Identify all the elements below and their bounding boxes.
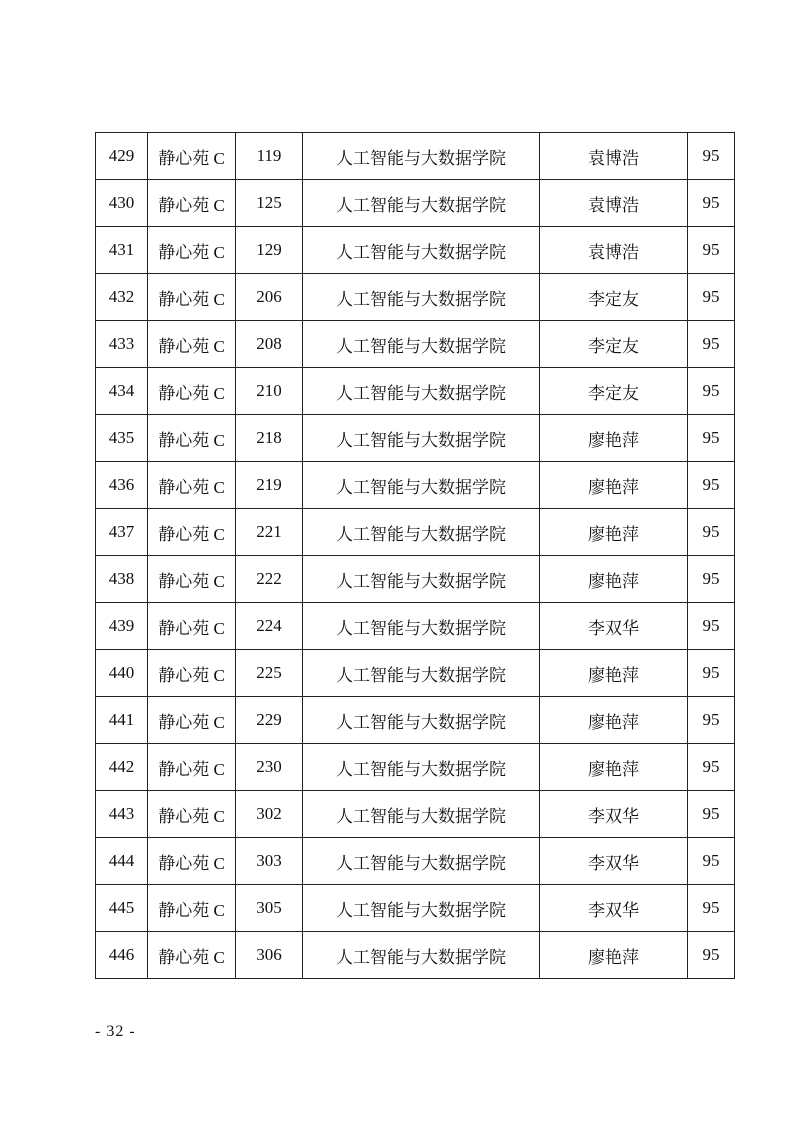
- row-number-cell: 441: [96, 697, 148, 744]
- person-in-charge-cell: 李双华: [540, 885, 688, 932]
- row-number-cell: 438: [96, 556, 148, 603]
- building-cell: 静心苑 C: [148, 932, 236, 979]
- college-cell: 人工智能与大数据学院: [303, 556, 540, 603]
- college-cell: 人工智能与大数据学院: [303, 885, 540, 932]
- person-in-charge-cell: 袁博浩: [540, 227, 688, 274]
- score-cell: 95: [688, 603, 735, 650]
- table-row: [96, 838, 735, 885]
- score-cell: 95: [688, 368, 735, 415]
- college-cell: 人工智能与大数据学院: [303, 133, 540, 180]
- dormitory-score-table: [95, 132, 735, 979]
- room-number-cell: 129: [236, 227, 303, 274]
- building-cell: 静心苑 C: [148, 133, 236, 180]
- table-row: [96, 227, 735, 274]
- table-row: [96, 697, 735, 744]
- college-cell: 人工智能与大数据学院: [303, 462, 540, 509]
- row-number-cell: 442: [96, 744, 148, 791]
- college-cell: 人工智能与大数据学院: [303, 697, 540, 744]
- person-in-charge-cell: 李双华: [540, 603, 688, 650]
- person-in-charge-cell: 李定友: [540, 368, 688, 415]
- college-cell: 人工智能与大数据学院: [303, 227, 540, 274]
- person-in-charge-cell: 廖艳萍: [540, 744, 688, 791]
- row-number-cell: 434: [96, 368, 148, 415]
- room-number-cell: 230: [236, 744, 303, 791]
- row-number-cell: 437: [96, 509, 148, 556]
- building-cell: 静心苑 C: [148, 603, 236, 650]
- building-cell: 静心苑 C: [148, 227, 236, 274]
- score-cell: 95: [688, 227, 735, 274]
- score-cell: 95: [688, 180, 735, 227]
- building-cell: 静心苑 C: [148, 885, 236, 932]
- person-in-charge-cell: 廖艳萍: [540, 509, 688, 556]
- person-in-charge-cell: 李双华: [540, 791, 688, 838]
- table-row: [96, 885, 735, 932]
- score-cell: 95: [688, 556, 735, 603]
- building-cell: 静心苑 C: [148, 556, 236, 603]
- room-number-cell: 302: [236, 791, 303, 838]
- score-cell: 95: [688, 321, 735, 368]
- college-cell: 人工智能与大数据学院: [303, 838, 540, 885]
- score-cell: 95: [688, 791, 735, 838]
- room-number-cell: 303: [236, 838, 303, 885]
- building-cell: 静心苑 C: [148, 321, 236, 368]
- building-cell: 静心苑 C: [148, 744, 236, 791]
- college-cell: 人工智能与大数据学院: [303, 274, 540, 321]
- row-number-cell: 435: [96, 415, 148, 462]
- building-cell: 静心苑 C: [148, 650, 236, 697]
- building-cell: 静心苑 C: [148, 415, 236, 462]
- table-row: [96, 932, 735, 979]
- building-cell: 静心苑 C: [148, 697, 236, 744]
- table-row: [96, 509, 735, 556]
- score-cell: 95: [688, 650, 735, 697]
- room-number-cell: 206: [236, 274, 303, 321]
- person-in-charge-cell: 廖艳萍: [540, 650, 688, 697]
- score-cell: 95: [688, 838, 735, 885]
- person-in-charge-cell: 廖艳萍: [540, 697, 688, 744]
- person-in-charge-cell: 李双华: [540, 838, 688, 885]
- college-cell: 人工智能与大数据学院: [303, 932, 540, 979]
- room-number-cell: 119: [236, 133, 303, 180]
- row-number-cell: 443: [96, 791, 148, 838]
- row-number-cell: 445: [96, 885, 148, 932]
- table-row: [96, 368, 735, 415]
- room-number-cell: 208: [236, 321, 303, 368]
- score-cell: 95: [688, 462, 735, 509]
- score-cell: 95: [688, 697, 735, 744]
- person-in-charge-cell: 廖艳萍: [540, 932, 688, 979]
- person-in-charge-cell: 廖艳萍: [540, 462, 688, 509]
- building-cell: 静心苑 C: [148, 838, 236, 885]
- score-cell: 95: [688, 509, 735, 556]
- table-row: [96, 133, 735, 180]
- room-number-cell: 224: [236, 603, 303, 650]
- row-number-cell: 429: [96, 133, 148, 180]
- building-cell: 静心苑 C: [148, 509, 236, 556]
- person-in-charge-cell: 廖艳萍: [540, 415, 688, 462]
- room-number-cell: 229: [236, 697, 303, 744]
- score-cell: 95: [688, 932, 735, 979]
- building-cell: 静心苑 C: [148, 462, 236, 509]
- table-row: [96, 180, 735, 227]
- table-row: [96, 556, 735, 603]
- table-row: [96, 744, 735, 791]
- college-cell: 人工智能与大数据学院: [303, 744, 540, 791]
- college-cell: 人工智能与大数据学院: [303, 415, 540, 462]
- row-number-cell: 439: [96, 603, 148, 650]
- row-number-cell: 436: [96, 462, 148, 509]
- table-row: [96, 650, 735, 697]
- score-cell: 95: [688, 274, 735, 321]
- score-cell: 95: [688, 744, 735, 791]
- table-row: [96, 791, 735, 838]
- page-number: - 32 -: [95, 1023, 136, 1040]
- room-number-cell: 218: [236, 415, 303, 462]
- room-number-cell: 222: [236, 556, 303, 603]
- building-cell: 静心苑 C: [148, 791, 236, 838]
- row-number-cell: 444: [96, 838, 148, 885]
- table-row: [96, 415, 735, 462]
- building-cell: 静心苑 C: [148, 368, 236, 415]
- person-in-charge-cell: 李定友: [540, 321, 688, 368]
- score-cell: 95: [688, 415, 735, 462]
- college-cell: 人工智能与大数据学院: [303, 321, 540, 368]
- building-cell: 静心苑 C: [148, 180, 236, 227]
- table-row: [96, 603, 735, 650]
- room-number-cell: 306: [236, 932, 303, 979]
- row-number-cell: 433: [96, 321, 148, 368]
- room-number-cell: 125: [236, 180, 303, 227]
- room-number-cell: 225: [236, 650, 303, 697]
- person-in-charge-cell: 廖艳萍: [540, 556, 688, 603]
- score-cell: 95: [688, 133, 735, 180]
- room-number-cell: 219: [236, 462, 303, 509]
- college-cell: 人工智能与大数据学院: [303, 603, 540, 650]
- table-body: [96, 133, 735, 979]
- college-cell: 人工智能与大数据学院: [303, 180, 540, 227]
- person-in-charge-cell: 袁博浩: [540, 133, 688, 180]
- table-row: [96, 462, 735, 509]
- row-number-cell: 431: [96, 227, 148, 274]
- row-number-cell: 430: [96, 180, 148, 227]
- college-cell: 人工智能与大数据学院: [303, 791, 540, 838]
- score-cell: 95: [688, 885, 735, 932]
- table-row: [96, 274, 735, 321]
- table-row: [96, 321, 735, 368]
- row-number-cell: 432: [96, 274, 148, 321]
- row-number-cell: 446: [96, 932, 148, 979]
- room-number-cell: 210: [236, 368, 303, 415]
- person-in-charge-cell: 袁博浩: [540, 180, 688, 227]
- college-cell: 人工智能与大数据学院: [303, 509, 540, 556]
- row-number-cell: 440: [96, 650, 148, 697]
- building-cell: 静心苑 C: [148, 274, 236, 321]
- college-cell: 人工智能与大数据学院: [303, 650, 540, 697]
- person-in-charge-cell: 李定友: [540, 274, 688, 321]
- college-cell: 人工智能与大数据学院: [303, 368, 540, 415]
- room-number-cell: 221: [236, 509, 303, 556]
- room-number-cell: 305: [236, 885, 303, 932]
